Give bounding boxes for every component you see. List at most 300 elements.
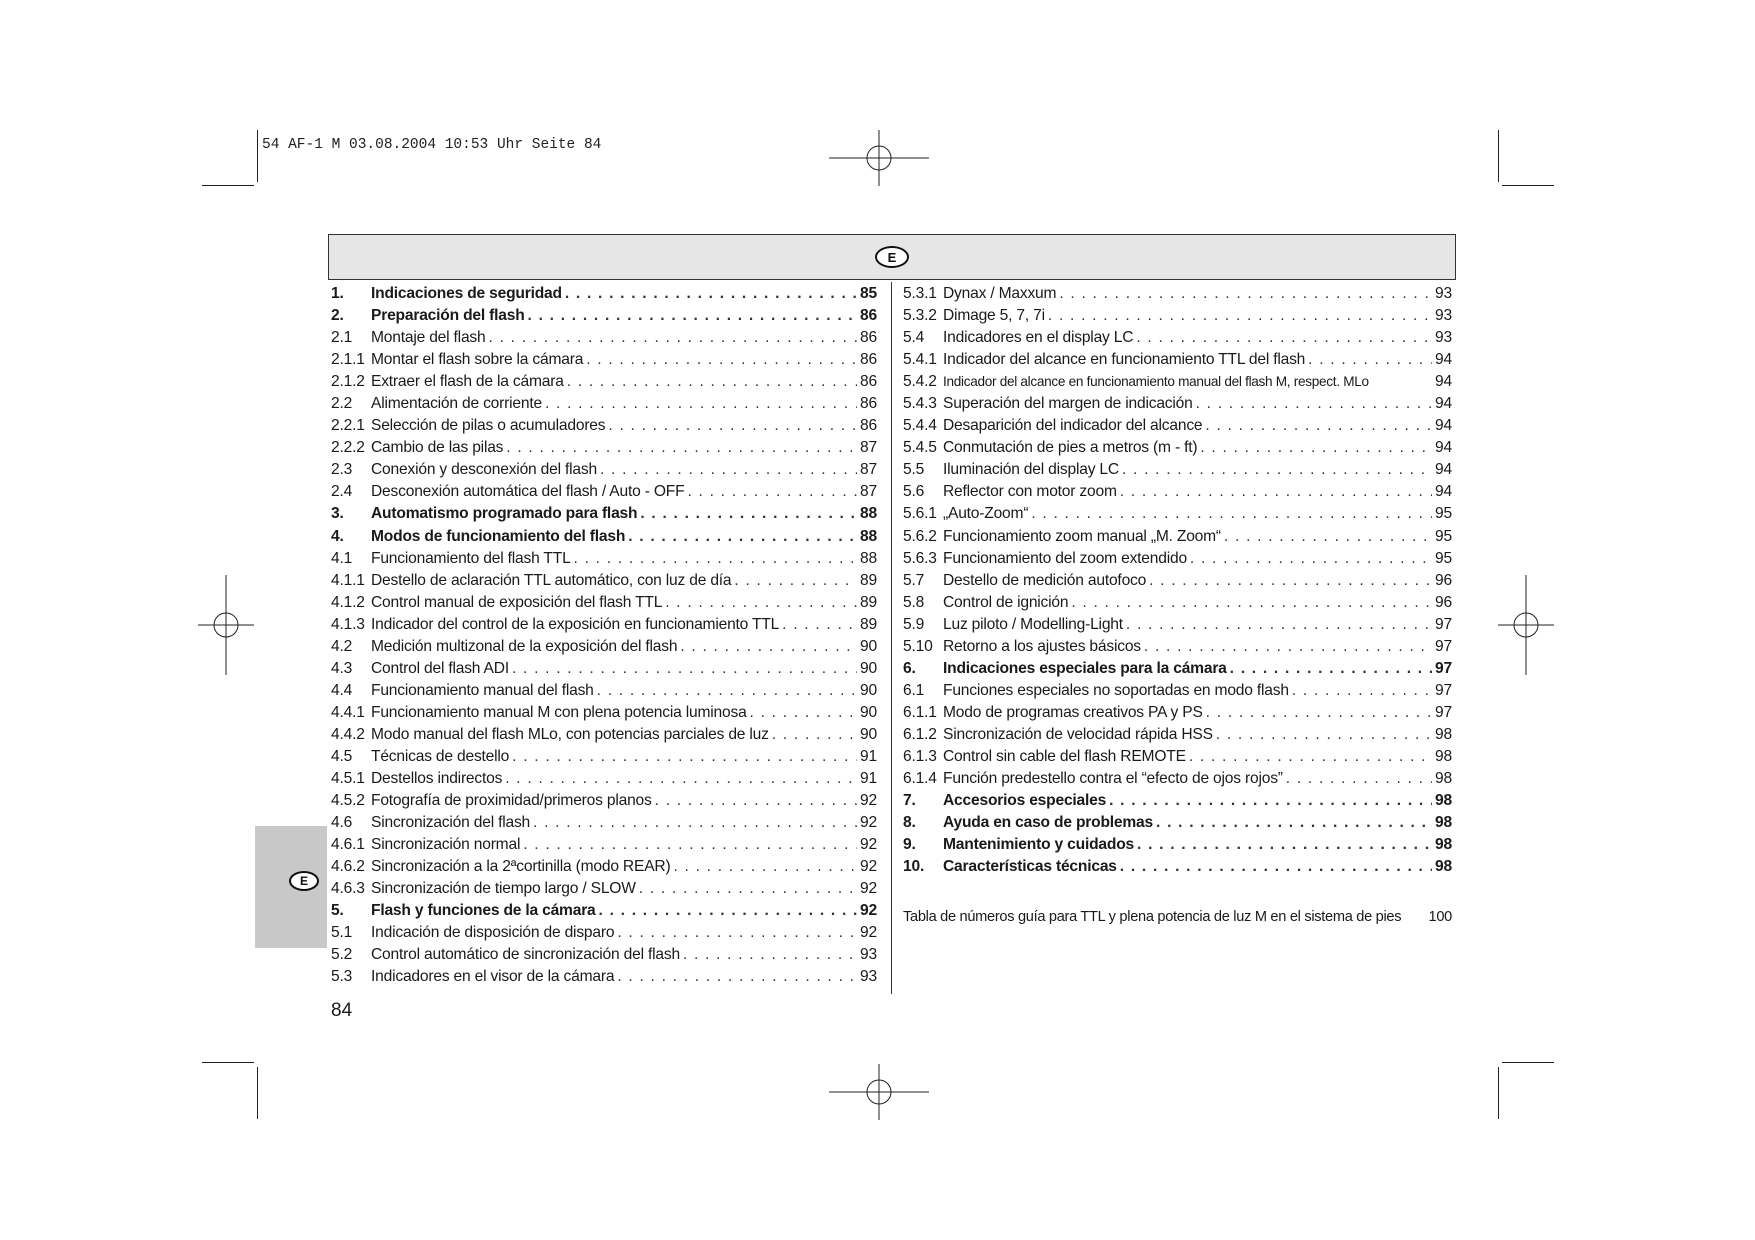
toc-entry-number: 1. xyxy=(331,285,344,302)
toc-entry xyxy=(903,548,1452,570)
crop-mark xyxy=(1498,130,1499,182)
dot-leader xyxy=(1149,570,1432,592)
toc-entry xyxy=(903,746,1452,768)
toc-entry-title: Extraer el flash de la cámara xyxy=(371,373,564,391)
toc-entry-page: 90 xyxy=(860,659,877,677)
toc-entry xyxy=(331,922,877,944)
toc-entry-title: Dynax / Maxxum xyxy=(943,285,1057,302)
toc-entry-title: Conmutación de pies a metros (m - ft) xyxy=(943,439,1198,457)
toc-entry xyxy=(903,768,1452,790)
toc-entry-title: Funcionamiento zoom manual „M. Zoom“ xyxy=(943,527,1221,545)
toc-entry-page: 97 xyxy=(1435,659,1452,677)
toc-entry xyxy=(331,614,877,636)
toc-entry-page: 92 xyxy=(860,924,877,942)
toc-entry xyxy=(331,283,877,305)
side-language-badge: E xyxy=(289,871,319,891)
dot-leader xyxy=(506,437,857,459)
toc-entry-page: 86 xyxy=(860,307,877,325)
dot-leader xyxy=(683,944,857,966)
toc-entry-number: 5.1 xyxy=(331,924,353,942)
toc-entry-number: 3. xyxy=(331,505,344,523)
toc-entry-number: 2.3 xyxy=(331,461,353,479)
toc-entry-number: 9. xyxy=(903,836,916,854)
crop-mark xyxy=(202,1062,254,1063)
toc-entry-page: 86 xyxy=(860,351,877,369)
toc-entry-number: 5. xyxy=(331,902,344,920)
toc-entry-title: Indicación de disposición de disparo xyxy=(371,924,615,942)
toc-entry-number: 5.3.1 xyxy=(903,285,937,302)
dot-leader xyxy=(1206,702,1432,724)
crop-mark xyxy=(1502,185,1554,186)
toc-entry xyxy=(331,944,877,966)
toc-entry-title: Técnicas de destello xyxy=(371,747,510,765)
toc-entry-title: Selección de pilas o acumuladores xyxy=(371,417,606,435)
toc-entry xyxy=(331,548,877,570)
dot-leader xyxy=(533,812,857,834)
toc-entry-page: 94 xyxy=(1435,417,1452,435)
toc-entry-page: 94 xyxy=(1435,483,1452,501)
toc-entry-page: 87 xyxy=(860,439,877,457)
toc-entry-title: Sincronización de velocidad rápida HSS xyxy=(943,725,1213,743)
toc-entry-title: Desconexión automática del flash / Auto - OFF xyxy=(371,483,685,501)
toc-entry-number: 4.5.2 xyxy=(331,792,365,810)
toc-entry-number: 5.9 xyxy=(903,615,925,633)
toc-entry-page: 86 xyxy=(860,373,877,391)
toc-entry-title: Superación del margen de indicación xyxy=(943,395,1193,413)
toc-entry-title: Indicaciones de seguridad xyxy=(371,285,562,302)
dot-leader xyxy=(1200,437,1432,459)
footnote xyxy=(903,909,1452,925)
toc-right-column xyxy=(903,283,1452,878)
toc-entry-number: 2. xyxy=(331,307,344,325)
toc-entry-page: 97 xyxy=(1435,615,1452,633)
dot-leader xyxy=(687,481,857,503)
toc-entry-page: 94 xyxy=(1435,395,1452,413)
toc-entry-page: 88 xyxy=(860,505,877,523)
toc-entry-title: Mantenimiento y cuidados xyxy=(943,836,1135,854)
toc-entry-page: 90 xyxy=(860,681,877,699)
dot-leader xyxy=(1156,812,1432,834)
toc-entry-page: 90 xyxy=(860,703,877,721)
dot-leader xyxy=(1136,327,1432,349)
dot-leader xyxy=(782,614,857,636)
toc-entry-page: 98 xyxy=(1435,814,1452,832)
toc-entry-number: 4.6.2 xyxy=(331,858,365,876)
toc-entry xyxy=(903,349,1452,371)
toc-entry-page: 92 xyxy=(860,792,877,810)
toc-entry-page: 93 xyxy=(1435,285,1452,302)
toc-entry-title: Reflector con motor zoom xyxy=(943,483,1117,501)
crop-mark xyxy=(257,130,258,182)
toc-entry-page: 89 xyxy=(860,571,877,589)
toc-entry-title: Retorno a los ajustes básicos xyxy=(943,637,1141,655)
toc-entry-page: 97 xyxy=(1435,637,1452,655)
toc-entry-page: 94 xyxy=(1435,351,1452,369)
toc-entry-number: 6. xyxy=(903,659,916,677)
toc-entry-number: 2.4 xyxy=(331,483,353,501)
dot-leader xyxy=(1144,636,1432,658)
crop-mark xyxy=(1498,1067,1499,1119)
toc-entry-page: 92 xyxy=(860,880,877,898)
dot-leader xyxy=(665,592,857,614)
toc-entry-page: 98 xyxy=(1435,770,1452,788)
dot-leader xyxy=(574,548,858,570)
toc-entry-number: 4. xyxy=(331,527,344,545)
dot-leader xyxy=(1190,548,1432,570)
dot-leader xyxy=(1071,592,1432,614)
toc-entry xyxy=(903,658,1452,680)
toc-entry-number: 2.1 xyxy=(331,329,353,347)
toc-entry-title: Funcionamiento del flash TTL xyxy=(371,549,571,567)
dot-leader xyxy=(1189,746,1432,768)
dot-leader xyxy=(1059,283,1432,305)
dot-leader xyxy=(617,922,857,944)
toc-entry-number: 4.3 xyxy=(331,659,353,677)
dot-leader xyxy=(528,305,858,327)
toc-entry xyxy=(331,768,877,790)
dot-leader xyxy=(567,371,857,393)
toc-entry-page: 98 xyxy=(1435,836,1452,854)
toc-entry-title: Indicador del alcance en funcionamiento TTL del flash xyxy=(943,351,1306,369)
toc-entry-title: Dimage 5, 7, 7i xyxy=(943,307,1045,325)
toc-entry xyxy=(903,570,1452,592)
toc-entry-page: 86 xyxy=(860,329,877,347)
dot-leader xyxy=(772,724,857,746)
dot-leader xyxy=(673,856,857,878)
toc-entry-page: 95 xyxy=(1435,527,1452,545)
dot-leader xyxy=(1137,834,1432,856)
toc-entry xyxy=(331,393,877,415)
crop-mark xyxy=(1502,1062,1554,1063)
toc-entry-page: 96 xyxy=(1435,571,1452,589)
toc-entry xyxy=(331,900,877,922)
toc-entry-title: Control sin cable del flash REMOTE xyxy=(943,747,1186,765)
toc-entry xyxy=(903,526,1452,548)
toc-entry-title: Control automático de sincronización del flash xyxy=(371,946,680,964)
crop-mark xyxy=(202,185,254,186)
registration-mark-icon xyxy=(824,128,934,188)
dot-leader xyxy=(1224,526,1432,548)
toc-entry-title: Luz piloto / Modelling-Light xyxy=(943,615,1123,633)
dot-leader xyxy=(655,790,857,812)
toc-entry xyxy=(903,415,1452,437)
toc-entry-page: 93 xyxy=(860,946,877,964)
dot-leader xyxy=(512,746,857,768)
toc-entry-page: 86 xyxy=(860,417,877,435)
toc-entry-page: 87 xyxy=(860,483,877,501)
toc-entry-number: 4.5 xyxy=(331,747,353,765)
toc-entry-page: 95 xyxy=(1435,549,1452,567)
toc-entry-title: Sincronización a la 2ªcortinilla (modo REAR) xyxy=(371,858,671,876)
toc-entry-title: Destellos indirectos xyxy=(371,770,503,788)
toc-entry-number: 2.1.2 xyxy=(331,373,365,391)
toc-entry xyxy=(903,636,1452,658)
crop-mark xyxy=(257,1067,258,1119)
toc-entry-page: 85 xyxy=(860,285,877,302)
language-header xyxy=(328,234,1456,280)
toc-entry-page: 91 xyxy=(860,747,877,765)
toc-entry-number: 10. xyxy=(903,858,925,876)
toc-entry-page: 98 xyxy=(1435,858,1452,876)
toc-entry-number: 4.4.1 xyxy=(331,703,365,721)
toc-entry-number: 5.6.1 xyxy=(903,505,937,523)
footnote-page: 100 xyxy=(1428,909,1452,925)
toc-entry-number: 4.5.1 xyxy=(331,770,365,788)
toc-entry-title: Indicadores en el display LC xyxy=(943,329,1134,347)
toc-entry xyxy=(331,680,877,702)
dot-leader xyxy=(505,768,857,790)
toc-entry-page: 88 xyxy=(860,527,877,545)
toc-entry-title: Destello de medición autofoco xyxy=(943,571,1147,589)
toc-entry-title: Ayuda en caso de problemas xyxy=(943,814,1154,832)
toc-entry-title: Indicadores en el visor de la cámara xyxy=(371,968,615,986)
toc-entry xyxy=(331,878,877,900)
toc-entry xyxy=(903,856,1452,878)
toc-entry-title: Automatismo programado para flash xyxy=(371,505,638,523)
dot-leader xyxy=(734,570,857,592)
dot-leader xyxy=(1308,349,1432,371)
dot-leader xyxy=(1196,393,1432,415)
toc-entry-number: 4.1 xyxy=(331,549,353,567)
dot-leader xyxy=(1048,305,1432,327)
toc-entry-title: Funciones especiales no soportadas en modo flash xyxy=(943,681,1289,699)
registration-mark-icon xyxy=(824,1062,934,1122)
toc-entry xyxy=(331,327,877,349)
toc-entry-number: 2.2.2 xyxy=(331,439,365,457)
dot-leader xyxy=(1286,768,1432,790)
toc-entry xyxy=(331,834,877,856)
column-divider xyxy=(891,282,892,994)
dot-leader xyxy=(640,503,857,525)
toc-entry xyxy=(903,327,1452,349)
toc-entry xyxy=(903,437,1452,459)
toc-entry-number: 6.1 xyxy=(903,681,925,699)
dot-leader xyxy=(608,415,857,437)
toc-entry xyxy=(331,459,877,481)
toc-entry xyxy=(331,746,877,768)
toc-entry-number: 5.4.5 xyxy=(903,439,937,457)
toc-entry-number: 5.10 xyxy=(903,637,933,655)
dot-leader xyxy=(1230,658,1432,680)
dot-leader xyxy=(1122,459,1432,481)
toc-entry-title: Alimentación de corriente xyxy=(371,395,542,413)
toc-entry-title: Accesorios especiales xyxy=(943,792,1107,810)
toc-entry-number: 4.1.1 xyxy=(331,571,365,589)
toc-entry xyxy=(903,614,1452,636)
dot-leader xyxy=(680,636,857,658)
toc-entry-title: Función predestello contra el “efecto de ojos rojos” xyxy=(943,770,1283,788)
toc-entry xyxy=(903,393,1452,415)
toc-entry-title: Desaparición del indicador del alcance xyxy=(943,417,1203,435)
toc-entry-title: Funcionamiento manual del flash xyxy=(371,681,594,699)
toc-entry xyxy=(903,790,1452,812)
toc-entry-number: 5.3 xyxy=(331,968,353,986)
toc-entry-number: 6.1.3 xyxy=(903,747,937,765)
toc-entry-title: Montar el flash sobre la cámara xyxy=(371,351,584,369)
toc-entry-title: Destello de aclaración TTL automático, con luz de día xyxy=(371,571,732,589)
toc-entry xyxy=(331,526,877,548)
toc-entry-page: 90 xyxy=(860,637,877,655)
dot-leader xyxy=(597,680,857,702)
toc-entry-number: 5.7 xyxy=(903,571,925,589)
dot-leader xyxy=(1126,614,1432,636)
dot-leader xyxy=(565,283,857,305)
toc-entry-number: 4.6 xyxy=(331,814,353,832)
toc-entry-number: 5.6.3 xyxy=(903,549,937,567)
toc-entry-title: Indicador del alcance en funcionamiento manual del flash M, respect. MLo xyxy=(943,374,1369,390)
toc-entry-page: 89 xyxy=(860,615,877,633)
toc-entry-title: Preparación del flash xyxy=(371,307,525,325)
toc-entry-title: Funcionamiento manual M con plena potencia luminosa xyxy=(371,703,747,721)
toc-entry-title: Montaje del flash xyxy=(371,329,486,347)
registration-mark-icon xyxy=(1496,570,1556,680)
dot-leader xyxy=(639,878,857,900)
dot-leader xyxy=(1109,790,1432,812)
toc-entry-title: Medición multizonal de la exposición del flash xyxy=(371,637,678,655)
toc-entry-number: 5.2 xyxy=(331,946,353,964)
toc-entry-number: 4.4 xyxy=(331,681,353,699)
dot-leader xyxy=(1216,724,1432,746)
toc-entry xyxy=(903,459,1452,481)
toc-entry xyxy=(903,724,1452,746)
toc-entry-title: Indicador del control de la exposición en funcionamiento TTL xyxy=(371,615,780,633)
toc-entry xyxy=(903,592,1452,614)
toc-entry-page: 95 xyxy=(1435,505,1452,523)
toc-entry-page: 94 xyxy=(1435,373,1452,391)
toc-entry-number: 5.4.3 xyxy=(903,395,937,413)
toc-entry-number: 7. xyxy=(903,792,916,810)
toc-entry xyxy=(903,481,1452,503)
toc-entry-title: Modo de programas creativos PA y PS xyxy=(943,703,1203,721)
toc-entry-page: 97 xyxy=(1435,681,1452,699)
toc-entry-number: 5.4 xyxy=(903,329,925,347)
toc-entry-title: Fotografía de proximidad/primeros planos xyxy=(371,792,652,810)
toc-entry-number: 5.6.2 xyxy=(903,527,937,545)
toc-entry-page: 89 xyxy=(860,593,877,611)
toc-entry-page: 96 xyxy=(1435,593,1452,611)
toc-entry-title: Flash y funciones de la cámara xyxy=(371,902,596,920)
footnote-text: Tabla de números guía para TTL y plena potencia de luz M en el sistema de pies xyxy=(903,909,1402,925)
toc-entry-page: 94 xyxy=(1435,439,1452,457)
toc-entry-page: 86 xyxy=(860,395,877,413)
toc-entry-title: Conexión y desconexión del flash xyxy=(371,461,597,479)
toc-entry-page: 92 xyxy=(860,902,877,920)
page-number: 84 xyxy=(331,1000,353,1021)
toc-entry xyxy=(903,680,1452,702)
toc-entry-page: 98 xyxy=(1435,747,1452,765)
toc-entry-number: 5.5 xyxy=(903,461,925,479)
toc-entry-number: 6.1.2 xyxy=(903,725,937,743)
registration-mark-icon xyxy=(196,570,256,680)
toc-entry xyxy=(331,349,877,371)
toc-entry xyxy=(903,371,1452,393)
dot-leader xyxy=(617,966,857,988)
side-language-tab xyxy=(255,826,327,948)
toc-entry xyxy=(903,305,1452,327)
toc-entry-number: 2.1.1 xyxy=(331,351,365,369)
toc-entry-title: Funcionamiento del zoom extendido xyxy=(943,549,1187,567)
toc-entry xyxy=(331,658,877,680)
toc-entry-title: Cambio de las pilas xyxy=(371,439,504,457)
toc-entry-page: 91 xyxy=(860,770,877,788)
toc-entry-number: 5.3.2 xyxy=(903,307,937,325)
toc-entry xyxy=(903,812,1452,834)
toc-entry xyxy=(903,834,1452,856)
toc-entry xyxy=(903,503,1452,525)
toc-entry-number: 2.2 xyxy=(331,395,353,413)
toc-entry-number: 8. xyxy=(903,814,916,832)
toc-entry-number: 5.4.4 xyxy=(903,417,937,435)
dot-leader xyxy=(1120,856,1432,878)
toc-entry xyxy=(331,812,877,834)
toc-entry xyxy=(331,702,877,724)
toc-entry-title: Sincronización de tiempo largo / SLOW xyxy=(371,880,636,898)
toc-entry-title: Indicaciones especiales para la cámara xyxy=(943,659,1227,677)
toc-entry xyxy=(331,636,877,658)
dot-leader xyxy=(628,526,857,548)
toc-entry-title: Características técnicas xyxy=(943,858,1117,876)
toc-entry xyxy=(331,415,877,437)
toc-entry-title: Control de ignición xyxy=(943,593,1069,611)
toc-entry-number: 4.1.3 xyxy=(331,615,365,633)
toc-entry xyxy=(331,371,877,393)
dot-leader xyxy=(750,702,858,724)
dot-leader xyxy=(489,327,858,349)
toc-entry xyxy=(331,724,877,746)
toc-entry xyxy=(331,592,877,614)
toc-entry-number: 4.2 xyxy=(331,637,353,655)
toc-entry xyxy=(331,790,877,812)
toc-entry-page: 92 xyxy=(860,836,877,854)
toc-entry xyxy=(331,503,877,525)
toc-entry xyxy=(331,437,877,459)
dot-leader xyxy=(599,900,858,922)
toc-entry-title: „Auto-Zoom“ xyxy=(943,505,1029,523)
toc-entry-page: 88 xyxy=(860,549,877,567)
toc-entry-number: 6.1.1 xyxy=(903,703,937,721)
toc-entry-title: Modos de funcionamiento del flash xyxy=(371,527,626,545)
toc-entry-page: 97 xyxy=(1435,703,1452,721)
language-badge: E xyxy=(875,246,909,268)
toc-entry-page: 93 xyxy=(1435,307,1452,325)
toc-entry xyxy=(331,856,877,878)
toc-entry xyxy=(331,481,877,503)
toc-entry-number: 2.2.1 xyxy=(331,417,365,435)
toc-entry-number: 5.6 xyxy=(903,483,925,501)
toc-entry xyxy=(903,283,1452,305)
toc-entry xyxy=(331,570,877,592)
toc-entry-page: 98 xyxy=(1435,725,1452,743)
toc-entry xyxy=(903,702,1452,724)
toc-entry-number: 4.1.2 xyxy=(331,593,365,611)
toc-entry-page: 87 xyxy=(860,461,877,479)
toc-entry-title: Sincronización del flash xyxy=(371,814,531,832)
toc-entry-number: 4.4.2 xyxy=(331,725,365,743)
toc-entry-title: Control manual de exposición del flash TTL xyxy=(371,593,663,611)
print-slug: 54 AF-1 M 03.08.2004 10:53 Uhr Seite 84 xyxy=(262,137,602,153)
toc-entry-number: 4.6.3 xyxy=(331,880,365,898)
toc-entry-page: 94 xyxy=(1435,461,1452,479)
dot-leader xyxy=(600,459,857,481)
toc-entry-number: 4.6.1 xyxy=(331,836,365,854)
toc-entry-page: 93 xyxy=(1435,329,1452,347)
toc-entry-page: 93 xyxy=(860,968,877,986)
toc-entry-title: Modo manual del flash MLo, con potencias parciales de luz xyxy=(371,725,769,743)
toc-entry-title: Sincronización normal xyxy=(371,836,521,854)
toc-entry-page: 98 xyxy=(1435,792,1452,810)
dot-leader xyxy=(512,658,857,680)
toc-entry-title: Iluminación del display LC xyxy=(943,461,1119,479)
